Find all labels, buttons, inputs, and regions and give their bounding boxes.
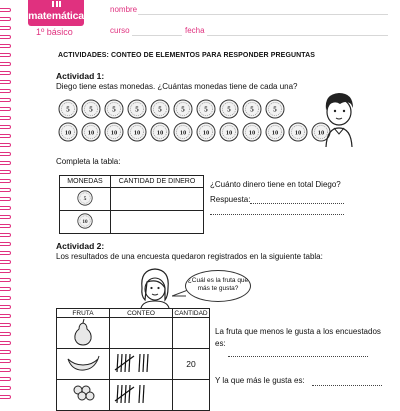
- coin-value: 10: [133, 129, 141, 137]
- money-table: [59, 175, 204, 234]
- tally-cell: [110, 349, 173, 380]
- spiral-ring: [0, 224, 11, 228]
- grapes-icon: [69, 382, 97, 406]
- spiral-ring: [0, 287, 11, 291]
- spiral-ring: [0, 296, 11, 300]
- spiral-ring: [0, 278, 11, 282]
- girl-icon: [135, 266, 175, 308]
- spiral-ring: [0, 359, 11, 363]
- least-liked-question: La fruta que menos le gusta a los encuestados es:: [215, 327, 381, 348]
- spiral-ring: [0, 260, 11, 264]
- spiral-binding: [0, 0, 12, 400]
- tally-stroke: [143, 354, 144, 372]
- total-money-question: ¿Cuánto dinero tiene en total Diego?: [210, 180, 341, 189]
- answer-label: Respuesta:: [210, 195, 251, 204]
- activity1-heading: Actividad 1:: [56, 71, 105, 81]
- coin-value: 5: [135, 105, 139, 114]
- coin-value: 5: [158, 105, 162, 114]
- spiral-ring: [0, 125, 11, 129]
- fruit-table: [56, 308, 210, 411]
- tally-stroke: [139, 385, 140, 403]
- complete-table-label: Completa la tabla:: [56, 157, 121, 166]
- fruit-header-tally: CONTEO: [110, 309, 173, 318]
- svg-text:10: 10: [82, 219, 88, 225]
- coin-value: 5: [181, 105, 185, 114]
- quantity-input[interactable]: [173, 318, 210, 349]
- spiral-ring: [0, 251, 11, 255]
- spiral-ring: [0, 197, 11, 201]
- coin-icon: [196, 99, 216, 119]
- spiral-ring: [0, 377, 11, 381]
- spiral-ring: [0, 188, 11, 192]
- coin-value: 5: [273, 105, 277, 114]
- money-header-coins: MONEDAS: [60, 176, 111, 188]
- coin-value: 5: [112, 105, 116, 114]
- spiral-ring: [0, 206, 11, 210]
- coin-value: 10: [156, 129, 164, 137]
- spiral-ring: [0, 323, 11, 327]
- coin-icon: [81, 99, 101, 119]
- coin-value: 10: [271, 129, 279, 137]
- coin-icon: [127, 99, 147, 119]
- coin-icon: [104, 99, 124, 119]
- coin-value: 5: [250, 105, 254, 114]
- activity2-prompt: Los resultados de una encuesta quedaron registrados en la siguiente tabla:: [56, 252, 323, 261]
- coin-icon: [104, 122, 124, 142]
- coin-icon: [81, 122, 101, 142]
- coin-value: 10: [294, 129, 302, 137]
- money-amount-input[interactable]: [111, 211, 204, 234]
- name-label: nombre: [110, 5, 138, 14]
- tally-stroke: [129, 354, 130, 372]
- coin-icon: [219, 99, 239, 119]
- coin-value: 10: [248, 129, 256, 137]
- spiral-ring: [0, 305, 11, 309]
- spiral-ring: [0, 395, 11, 399]
- course-label: curso: [110, 26, 130, 35]
- coin-value: 10: [110, 129, 118, 137]
- tally-stroke: [121, 354, 122, 372]
- date-label: fecha: [185, 26, 205, 35]
- quantity-input[interactable]: [173, 380, 210, 411]
- logo-bars-icon: [52, 1, 61, 7]
- speech-bubble: [185, 270, 251, 302]
- coin-icon: [265, 122, 285, 142]
- coin-icon: [150, 122, 170, 142]
- spiral-ring: [0, 215, 11, 219]
- tally-stroke: [117, 354, 118, 372]
- money-amount-input[interactable]: [111, 188, 204, 211]
- spiral-ring: [0, 107, 11, 111]
- coin-value: 10: [87, 129, 95, 137]
- spiral-ring: [0, 116, 11, 120]
- activity2-heading: Actividad 2:: [56, 241, 105, 251]
- spiral-ring: [0, 368, 11, 372]
- most-liked-answer-line[interactable]: [312, 385, 382, 386]
- tally-stroke: [129, 385, 130, 403]
- tally-stroke: [117, 385, 118, 403]
- fruit-cell: [57, 380, 110, 411]
- coin-icon: [288, 122, 308, 142]
- coin-icon: [173, 122, 193, 142]
- spiral-ring: [0, 62, 11, 66]
- spiral-ring: [0, 152, 11, 156]
- coin-icon: [242, 99, 262, 119]
- coin-icon: [58, 122, 78, 142]
- grade-label: 1º básico: [36, 27, 73, 37]
- spiral-ring: [0, 161, 11, 165]
- coin-value: 5: [204, 105, 208, 114]
- subject-badge: [28, 0, 84, 26]
- coin-value: 5: [89, 105, 93, 114]
- coin-value: 10: [64, 129, 72, 137]
- coin-value: 10: [179, 129, 187, 137]
- answer-line-1[interactable]: [250, 203, 344, 204]
- spiral-ring: [0, 134, 11, 138]
- coin-value: 10: [225, 129, 233, 137]
- spiral-ring: [0, 341, 11, 345]
- date-line[interactable]: [207, 35, 388, 36]
- coin-value: 10: [202, 129, 210, 137]
- tally-marks: [113, 350, 169, 376]
- spiral-ring: [0, 242, 11, 246]
- spiral-ring: [0, 314, 11, 318]
- answer-line-2[interactable]: [210, 214, 344, 215]
- activity1-prompt: Diego tiene estas monedas. ¿Cuántas monedas tiene de cada una?: [56, 82, 298, 91]
- banana-icon: [66, 353, 100, 373]
- tally-cell: [110, 318, 173, 349]
- svg-text:5: 5: [83, 196, 87, 202]
- spiral-ring: [0, 53, 11, 57]
- coin-icon: [150, 99, 170, 119]
- coin-icon: [265, 99, 285, 119]
- coin-icon: [77, 190, 93, 206]
- coin-value: 10: [317, 129, 325, 137]
- worksheet-title: ACTIVIDADES: CONTEO DE ELEMENTOS PARA RESPONDER PREGUNTAS: [58, 52, 316, 59]
- tally-cell: [110, 380, 173, 411]
- coin-value: 5: [66, 105, 70, 114]
- spiral-ring: [0, 179, 11, 183]
- spiral-ring: [0, 143, 11, 147]
- worksheet-header: [0, 0, 400, 38]
- speech-bubble-text: ¿Cuál es la fruta que más te gusta?: [187, 277, 249, 292]
- coin-icon: [173, 99, 193, 119]
- spiral-ring: [0, 269, 11, 273]
- course-line[interactable]: [132, 35, 182, 36]
- spiral-ring: [0, 71, 11, 75]
- fruit-cell: [57, 349, 110, 380]
- spiral-ring: [0, 44, 11, 48]
- money-header-amount: CANTIDAD DE DINERO: [111, 176, 204, 188]
- fruit-cell: [57, 318, 110, 349]
- coin-value: 5: [227, 105, 231, 114]
- tally-stroke: [143, 385, 144, 403]
- spiral-ring: [0, 233, 11, 237]
- spiral-ring: [0, 80, 11, 84]
- spiral-ring: [0, 170, 11, 174]
- name-line[interactable]: [138, 14, 388, 15]
- quantity-value: 20: [173, 349, 210, 380]
- boy-icon: [318, 90, 360, 148]
- coin-icon: [77, 213, 93, 229]
- tally-stroke: [139, 354, 140, 372]
- subject-title: matemática: [28, 10, 84, 22]
- money-coin-cell: [60, 188, 111, 211]
- most-liked-question: Y la que más le gusta es:: [215, 376, 305, 385]
- coin-icon: [127, 122, 147, 142]
- spiral-ring: [0, 386, 11, 390]
- least-liked-answer-line[interactable]: [228, 356, 368, 357]
- pear-icon: [71, 318, 95, 346]
- spiral-ring: [0, 98, 11, 102]
- fruit-header-fruit: FRUTA: [57, 309, 110, 318]
- fruit-header-quantity: CANTIDAD: [174, 309, 208, 317]
- coin-icon: [196, 122, 216, 142]
- coin-icon: [219, 122, 239, 142]
- coin-icon: [58, 99, 78, 119]
- coin-icon: [242, 122, 262, 142]
- tally-stroke: [121, 385, 122, 403]
- spiral-ring: [0, 350, 11, 354]
- money-coin-cell: [60, 211, 111, 234]
- tally-stroke: [147, 354, 148, 372]
- spiral-ring: [0, 332, 11, 336]
- spiral-ring: [0, 89, 11, 93]
- tally-marks: [113, 381, 169, 407]
